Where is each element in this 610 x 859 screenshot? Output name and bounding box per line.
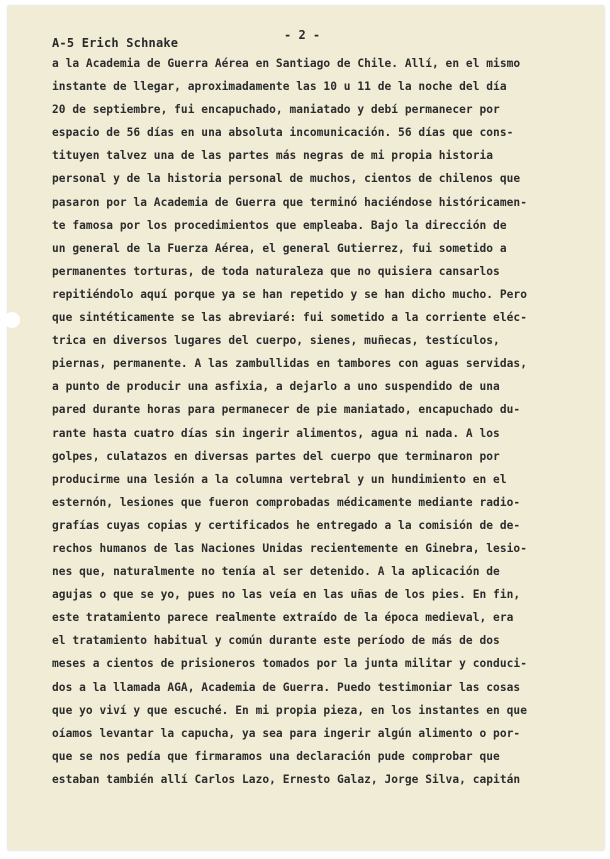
text-line: esternón, lesiones que fueron comprobadas médicamente mediante radio- <box>52 495 521 509</box>
text-line: oíamos levantar la capucha, ya sea para ingerir algún alimento o por- <box>52 726 521 740</box>
text-line: pasaron por la Academia de Guerra que terminó haciéndose históricamen- <box>52 195 527 209</box>
text-line: trica en diversos lugares del cuerpo, sienes, muñecas, testículos, <box>52 334 500 348</box>
text-line: repitiéndolo aquí porque ya se han repetido y se han dicho mucho. Pero <box>52 287 527 301</box>
text-line: te famosa por los procedimientos que empleaba. Bajo la dirección de <box>52 218 507 232</box>
text-line: instante de llegar, aproximadamente las 10 u 11 de la noche del día <box>52 80 507 94</box>
text-line: que sintéticamente se las abreviaré: fui sometido a la corriente eléc- <box>52 311 527 325</box>
text-line: dos a la llamada AGA, Academia de Guerra. Puedo testimoniar las cosas <box>52 680 521 694</box>
text-line: que yo viví y que escuché. En mi propia pieza, en los instantes en que <box>52 703 527 717</box>
text-line: tituyen talvez una de las partes más negras de mi propia historia <box>52 149 494 163</box>
text-line: rante hasta cuatro días sin ingerir alimentos, agua ni nada. A los <box>52 426 500 440</box>
text-line: grafías cuyas copias y certificados he entregado a la comisión de de- <box>52 518 521 532</box>
document-page <box>8 6 604 850</box>
text-line: nes que, naturalmente no tenía al ser detenido. A la aplicación de <box>52 565 500 579</box>
text-line: producirme una lesión a la columna vertebral y un hundimiento en el <box>52 472 507 486</box>
punch-hole <box>4 312 20 328</box>
text-line: personal y de la historia personal de muchos, cientos de chilenos que <box>52 172 521 186</box>
body-text <box>52 52 572 791</box>
text-line: a la Academia de Guerra Aérea en Santiago de Chile. Allí, en el mismo <box>52 57 521 70</box>
text-line: que se nos pedía que firmaramos una declaración pude comprobar que <box>52 749 500 763</box>
text-line: 20 de septiembre, fui encapuchado, maniatado y debí permanecer por <box>52 103 500 117</box>
document-reference: A-5 Erich Schnake <box>52 36 179 50</box>
text-line: a punto de producir una asfixia, a dejarlo a uno suspendido de una <box>52 380 500 394</box>
text-line: permanentes torturas, de toda naturaleza que no quisiera cansarlos <box>52 264 500 278</box>
text-line: este tratamiento parece realmente extraído de la época medieval, era <box>52 611 514 625</box>
page-number: - 2 - <box>284 28 321 42</box>
text-line: rechos humanos de las Naciones Unidas recientemente en Ginebra, lesio- <box>52 541 527 555</box>
text-line: golpes, culatazos en diversas partes del cuerpo que terminaron por <box>52 449 500 463</box>
text-line: espacio de 56 días en una absoluta incomunicación. 56 días que cons- <box>52 126 514 140</box>
text-line: pared durante horas para permanecer de pie maniatado, encapuchado du- <box>52 403 521 417</box>
text-line: piernas, permanente. A las zambullidas en tambores con aguas servidas, <box>52 357 527 371</box>
text-line: agujas o que se yo, pues no las veía en las uñas de los pies. En fin, <box>52 588 521 602</box>
text-line: meses a cientos de prisioneros tomados por la junta militar y conduci- <box>52 657 527 671</box>
text-line: el tratamiento habitual y común durante este período de más de dos <box>52 634 500 648</box>
text-line: un general de la Fuerza Aérea, el general Gutierrez, fui sometido a <box>52 241 507 255</box>
text-line: estaban también allí Carlos Lazo, Ernesto Galaz, Jorge Silva, capitán <box>52 772 521 786</box>
